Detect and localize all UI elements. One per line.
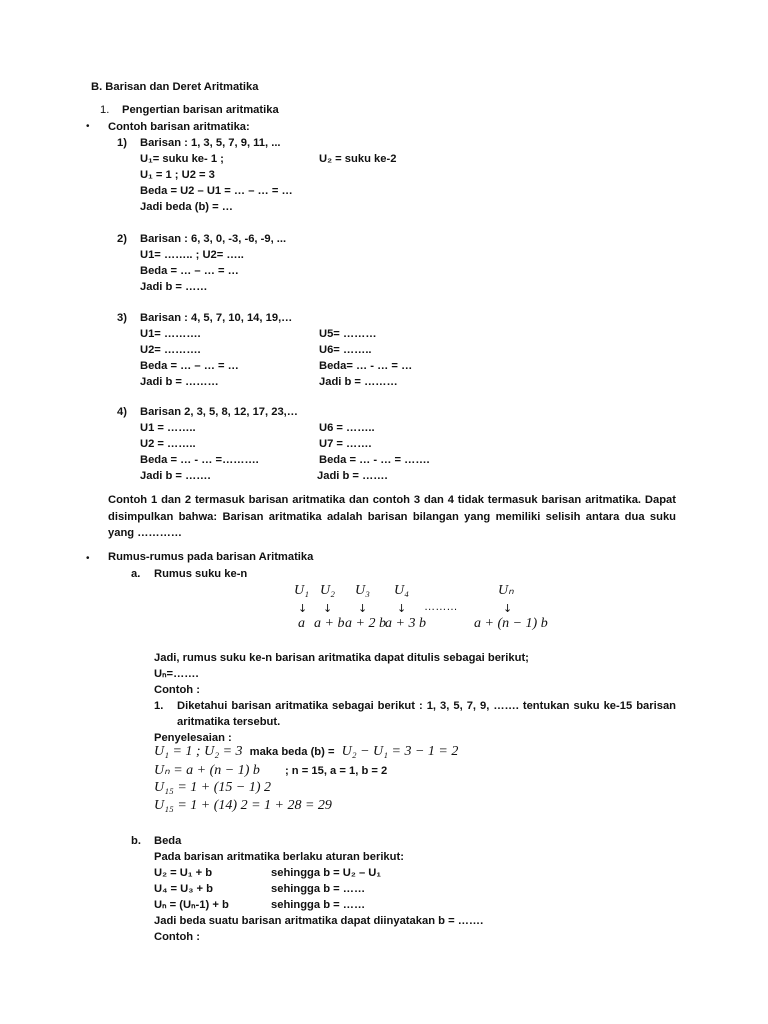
bullet-icon: •: [86, 553, 90, 564]
example-4-number: 4): [117, 406, 127, 418]
solution-label: Penyelesaian :: [154, 732, 232, 744]
example-3-beda-left: Beda = … – … = …: [140, 360, 239, 372]
example-3-u6: U6= ……..: [319, 344, 372, 356]
diagram-ellipsis: ………: [424, 601, 458, 613]
example-4-u1: U1 = ……..: [140, 422, 196, 434]
example-2-u-values: U1= …….. ; U2= …..: [140, 249, 244, 261]
term-u2: U₂: [320, 583, 335, 598]
example-4-sequence: Barisan 2, 3, 5, 8, 12, 17, 23,…: [140, 406, 298, 418]
solution-line-1: [154, 744, 458, 760]
solution-line-4: U₁₅ = 1 + (14) 2 = 1 + 28 = 29: [154, 798, 332, 813]
example-2-number: 2): [117, 233, 127, 245]
value-a-plus-2b: a + 2 b: [345, 616, 386, 631]
solution-beda-calc: U₂ − U₁ = 3 − 1 = 2: [341, 744, 459, 759]
example-3-u1: U1= ……….: [140, 328, 201, 340]
example-3-number: 3): [117, 312, 127, 324]
arrow-down-icon: ↓: [397, 602, 407, 615]
term-u3: U₃: [355, 583, 370, 598]
conclusion-paragraph: Contoh 1 dan 2 termasuk barisan aritmatika dan contoh 3 dan 4 tidak termasuk barisan aritmatika. Dapat disimpulkan bahwa: Barisan aritmatika adalah barisan bilangan yang memiliki selisih antara dua suku yang …………: [108, 494, 676, 539]
value-a-plus-b: a + b: [314, 616, 345, 631]
problem-number: 1.: [154, 700, 164, 712]
example-3-u2: U2= ……….: [140, 344, 201, 356]
section-b-title: Beda: [154, 835, 182, 847]
bullet-icon: •: [86, 121, 90, 132]
subsection-title: Pengertian barisan aritmatika: [122, 104, 279, 116]
section-heading: B. Barisan dan Deret Aritmatika: [91, 81, 259, 93]
problem-text: Diketahui barisan aritmatika sebagai berikut : 1, 3, 5, 7, 9, ……. tentukan suku ke-15 barisan aritmatika tersebut.: [177, 700, 676, 728]
example-4-u7: U7 = …….: [319, 438, 372, 450]
beda-conclusion: Jadi beda suatu barisan aritmatika dapat diinyatakan b = …….: [154, 915, 484, 927]
example-3-beda-right: Beda= … - … = …: [319, 360, 413, 372]
term-un: Uₙ: [498, 583, 514, 598]
solution-u-values: U₁ = 1 ; U₂ = 3: [154, 744, 243, 759]
beda-contoh-label: Contoh :: [154, 931, 200, 943]
term-u4: U₄: [394, 583, 409, 598]
subsection-number: 1.: [100, 104, 110, 116]
example-1-number: 1): [117, 137, 127, 149]
section-b-label: b.: [131, 835, 141, 847]
solution-line-2: [154, 763, 387, 779]
formulas-title: Rumus-rumus pada barisan Aritmatika: [108, 551, 314, 563]
example-1-sequence: Barisan : 1, 3, 5, 7, 9, 11, ...: [140, 137, 281, 149]
example-4-u6: U6 = ……..: [319, 422, 375, 434]
example-4-beda-right: Beda = … - … = …….: [319, 454, 430, 466]
example-4-beda-left: Beda = … - … =……….: [140, 454, 259, 466]
example-1-beda: Beda = U2 – U1 = … – … = …: [140, 185, 293, 197]
arrow-down-icon: ↓: [298, 602, 308, 615]
arrow-down-icon: ↓: [358, 602, 368, 615]
example-4-jadi-left: Jadi b = …….: [140, 470, 211, 482]
arrow-down-icon: ↓: [503, 602, 513, 615]
beda-row-2-right: sehingga b = ……: [271, 883, 366, 895]
solution-general-formula: Uₙ = a + (n − 1) b: [154, 763, 260, 778]
solution-beda-text: maka beda (b) =: [249, 746, 335, 758]
beda-intro: Pada barisan aritmatika berlaku aturan berikut:: [154, 851, 404, 863]
examples-title: Contoh barisan aritmatika:: [108, 121, 250, 133]
example-1-values: U₁ = 1 ; U2 = 3: [140, 169, 215, 181]
value-a-plus-3b: a + 3 b: [385, 616, 426, 631]
beda-row-2-left: U₄ = U₃ + b: [154, 883, 213, 895]
section-a-title: Rumus suku ke-n: [154, 568, 248, 580]
un-blank: Uₙ=…….: [154, 668, 199, 680]
example-3-sequence: Barisan : 4, 5, 7, 10, 14, 19,…: [140, 312, 293, 324]
example-3-jadi-right: Jadi b = ………: [319, 376, 398, 388]
example-2-sequence: Barisan : 6, 3, 0, -3, -6, -9, ...: [140, 233, 287, 245]
value-general: a + (n − 1) b: [474, 616, 548, 631]
arrow-down-icon: ↓: [323, 602, 333, 615]
solution-line-3: U₁₅ = 1 + (15 − 1) 2: [154, 780, 272, 795]
section-a-label: a.: [131, 568, 141, 580]
contoh-label: Contoh :: [154, 684, 200, 696]
solution-params: ; n = 15, a = 1, b = 2: [284, 765, 388, 777]
example-4-u2: U2 = ……..: [140, 438, 196, 450]
beda-row-3-right: sehingga b = ……: [271, 899, 366, 911]
formula-intro: Jadi, rumus suku ke-n barisan aritmatika dapat ditulis sebagai berikut;: [154, 652, 529, 664]
example-2-jadi: Jadi b = ……: [140, 281, 208, 293]
beda-row-3-left: Uₙ = (Uₙ-1) + b: [154, 899, 229, 911]
beda-row-1-right: sehingga b = U₂ – U₁: [271, 867, 381, 879]
example-2-beda: Beda = … – … = …: [140, 265, 239, 277]
term-u1: U₁: [294, 583, 309, 598]
example-3-u5: U5= ………: [319, 328, 377, 340]
example-4-jadi-right: Jadi b = …….: [317, 470, 388, 482]
example-1-jadi: Jadi beda (b) = …: [140, 201, 233, 213]
beda-row-1-left: U₂ = U₁ + b: [154, 867, 213, 879]
example-1-u1-def: U₁= suku ke- 1 ;: [140, 153, 224, 165]
example-3-jadi-left: Jadi b = ………: [140, 376, 219, 388]
example-1-u2-def: U₂ = suku ke-2: [319, 153, 397, 165]
value-a: a: [298, 616, 305, 631]
